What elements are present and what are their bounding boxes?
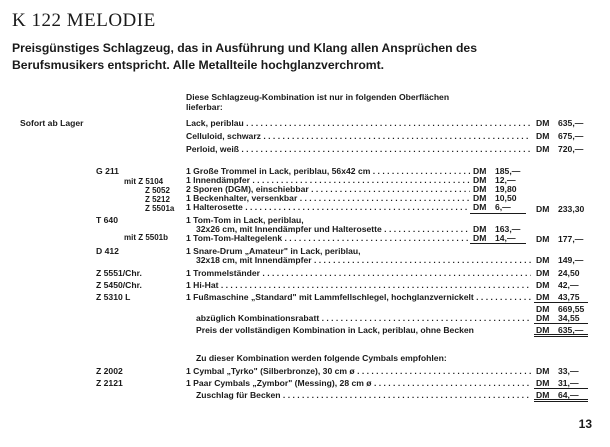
item-price: 42,— xyxy=(558,280,579,290)
final-double-underline xyxy=(534,334,588,337)
finish-name: Perloid, weiß . . . xyxy=(186,144,531,154)
discount-currency: DM xyxy=(536,313,550,323)
t640-code: T 640 xyxy=(96,215,118,225)
finish-currency: DM xyxy=(536,144,550,154)
items-underline xyxy=(534,302,588,303)
cymbal-note: Zu dieser Kombination werden folgende Cymbals empfohlen: xyxy=(196,353,447,363)
g211-subcode: Z 5052 xyxy=(145,186,170,195)
g211-line: 1 Innendämpfer . . . xyxy=(186,175,470,185)
g211-price: 12,— xyxy=(495,175,516,185)
stock-label: Sofort ab Lager xyxy=(20,118,84,128)
availability-note-1: Diese Schlagzeug-Kombination ist nur in folgenden Oberflächen xyxy=(186,92,450,102)
cymbal-extra-label: Zuschlag für Becken . . . xyxy=(196,390,531,400)
cymbal-currency: DM xyxy=(536,378,550,388)
page-number: 13 xyxy=(578,417,592,431)
finish-currency: DM xyxy=(536,118,550,128)
final-label: Preis der vollständigen Kombination in Lack, periblau, ohne Becken xyxy=(196,325,474,335)
discount-label: abzüglich Kombinationsrabatt . . . xyxy=(196,313,531,323)
item-code: Z 5450/Chr. xyxy=(96,280,142,290)
g211-total: 233,30 xyxy=(558,204,585,214)
g211-total-currency: DM xyxy=(536,204,550,214)
finish-currency: DM xyxy=(536,131,550,141)
intro-line-1: Preisgünstiges Schlagzeug, das in Ausführung und Klang allen Ansprüchen des xyxy=(12,41,477,55)
item-desc: 1 Trommelständer . . . xyxy=(186,268,531,278)
finish-name: Lack, periblau . . . xyxy=(186,118,531,128)
cymbal-underline xyxy=(534,388,588,389)
discount-underline xyxy=(534,323,588,324)
g211-subcode: Z 5501a xyxy=(145,204,175,213)
item-code: Z 5551/Chr. xyxy=(96,268,142,278)
g211-currency: DM xyxy=(473,166,487,176)
t640-subcode: mit Z 5501b xyxy=(124,233,169,242)
t640-total-currency: DM xyxy=(536,234,550,244)
finish-price: 635,— xyxy=(558,118,584,128)
d412-code: D 412 xyxy=(96,246,119,256)
t640-currency: DM xyxy=(473,233,487,243)
discount: 34,55 xyxy=(558,313,580,323)
t640-currency: DM xyxy=(473,224,487,234)
g211-currency: DM xyxy=(473,184,487,194)
availability-note-2: lieferbar: xyxy=(186,102,223,112)
d412-total: 149,— xyxy=(558,255,584,265)
d412-currency: DM xyxy=(536,255,550,265)
final-currency: DM xyxy=(536,325,550,335)
g211-underline xyxy=(470,213,526,214)
final-price: 635,— xyxy=(558,325,584,335)
d412-line: 32x18 cm, mit Innendämpfer . . . xyxy=(196,255,531,265)
g211-line: 1 Beckenhalter, versenkbar . . . xyxy=(186,193,470,203)
cymbal-price: 33,— xyxy=(558,366,579,376)
cymbal-extra-double-underline xyxy=(534,399,588,402)
g211-currency: DM xyxy=(473,202,487,212)
finish-name: Celluloid, schwarz . . . xyxy=(186,131,531,141)
page-title: K 122 MELODIE xyxy=(12,10,156,31)
intro-line-2: Berufsmusikers entspricht. Alle Metallteile hochglanzverchromt. xyxy=(12,58,385,72)
g211-subcode: mit Z 5104 xyxy=(124,177,164,186)
t640-price: 14,— xyxy=(495,233,516,243)
item-price: 24,50 xyxy=(558,268,580,278)
cymbal-currency: DM xyxy=(536,366,550,376)
t640-price: 163,— xyxy=(495,224,521,234)
cymbal-desc: 1 Cymbal „Tyrko" (Silberbronze), 30 cm ø . . . xyxy=(186,366,531,376)
subtotal: 669,55 xyxy=(558,304,585,314)
d412-line: 1 Snare-Drum „Amateur" in Lack, periblau, xyxy=(186,246,361,256)
g211-subcode: Z 5212 xyxy=(145,195,170,204)
item-price: 43,75 xyxy=(558,292,580,302)
item-currency: DM xyxy=(536,280,550,290)
cymbal-price: 31,— xyxy=(558,378,579,388)
g211-price: 185,— xyxy=(495,166,521,176)
t640-line: 1 Tom-Tom in Lack, periblau, xyxy=(186,215,304,225)
g211-currency: DM xyxy=(473,175,487,185)
item-desc: 1 Hi-Hat . . . xyxy=(186,280,531,290)
cymbal-extra-currency: DM xyxy=(536,390,550,400)
t640-line: 32x26 cm, mit Innendämpfer und Halterosette . . . xyxy=(196,224,470,234)
subtotal-currency: DM xyxy=(536,304,550,314)
item-currency: DM xyxy=(536,292,550,302)
finish-price: 720,— xyxy=(558,144,584,154)
t640-total: 177,— xyxy=(558,234,584,244)
item-currency: DM xyxy=(536,268,550,278)
g211-line: 1 Große Trommel in Lack, periblau, 56x42 cm . . . xyxy=(186,166,470,176)
g211-price: 10,50 xyxy=(495,193,517,203)
g211-price: 6,— xyxy=(495,202,511,212)
cymbal-extra: 64,— xyxy=(558,390,579,400)
g211-currency: DM xyxy=(473,193,487,203)
cymbal-code: Z 2121 xyxy=(96,378,123,388)
cymbal-desc: 1 Paar Cymbals „Zymbor" (Messing), 28 cm ø . . . xyxy=(186,378,531,388)
cymbal-code: Z 2002 xyxy=(96,366,123,376)
g211-code: G 211 xyxy=(96,166,119,176)
t640-line: 1 Tom-Tom-Haltegelenk . . . xyxy=(186,233,470,243)
g211-line: 2 Sporen (DGM), einschiebbar . . . xyxy=(186,184,470,194)
finish-price: 675,— xyxy=(558,131,584,141)
t640-underline xyxy=(470,243,526,244)
item-code: Z 5310 L xyxy=(96,292,131,302)
g211-line: 1 Halterosette . . . xyxy=(186,202,470,212)
item-desc: 1 Fußmaschine „Standard" mit Lammfellschlegel, hochglanzvernickelt . . . xyxy=(186,292,531,302)
g211-price: 19,80 xyxy=(495,184,517,194)
